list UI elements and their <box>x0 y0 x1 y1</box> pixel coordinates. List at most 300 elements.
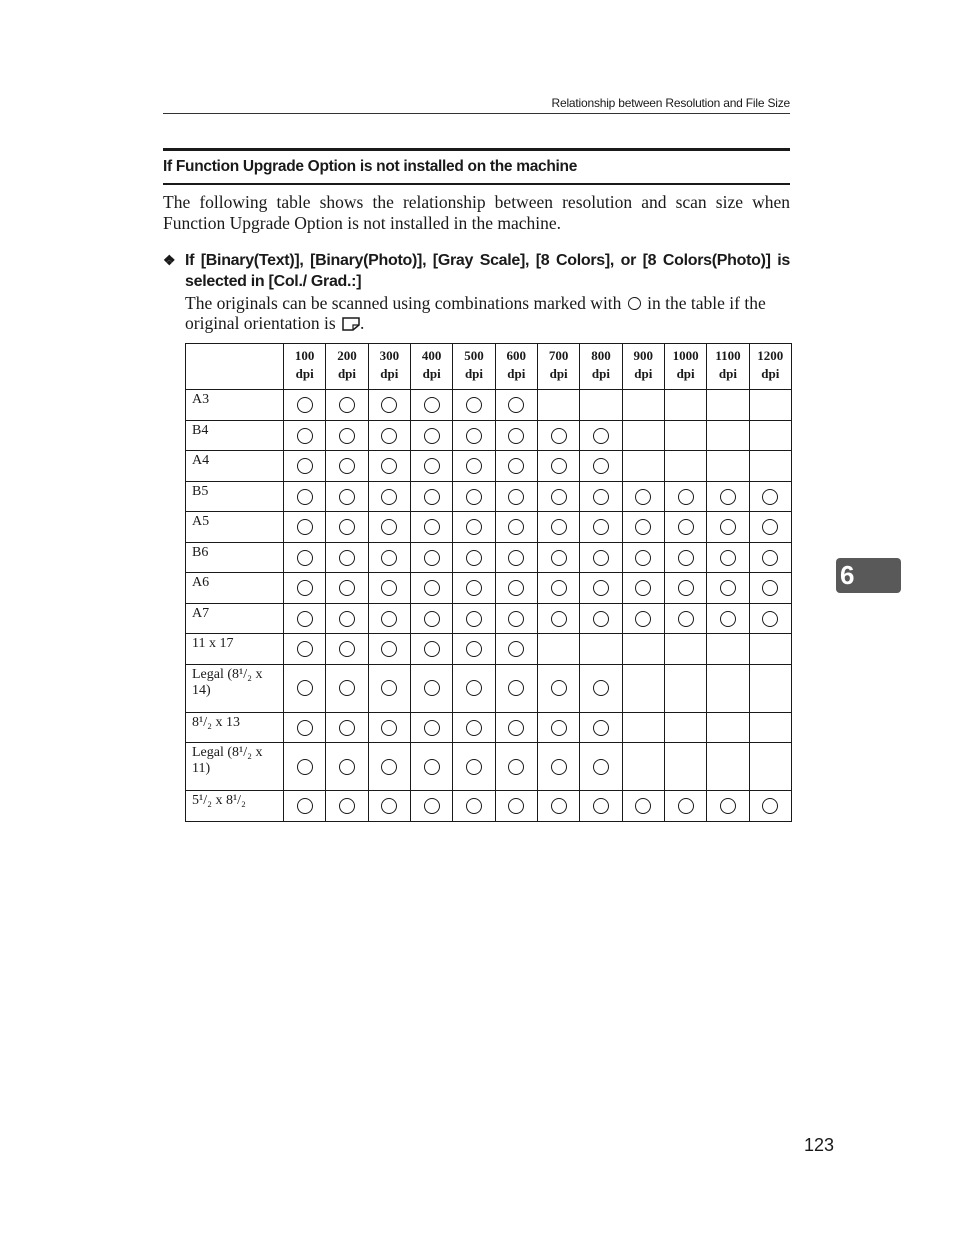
intro-paragraph: The following table shows the relationship between resolution and scan size when Function Upgrade Option is not installed in the machine. <box>163 192 790 233</box>
table-row <box>186 481 792 512</box>
supported-cell <box>537 743 579 791</box>
unsupported-cell <box>707 664 749 712</box>
page-number: 123 <box>803 1135 834 1155</box>
paper-size-label: 11 x 17 <box>186 634 284 665</box>
paper-size-label: B6 <box>186 542 284 573</box>
supported-cell <box>707 791 749 822</box>
supported-cell <box>622 603 664 634</box>
circle-mark-icon <box>635 611 651 627</box>
supported-cell <box>495 791 537 822</box>
circle-mark-icon <box>466 489 482 505</box>
supported-cell <box>495 664 537 712</box>
dpi-unit: dpi <box>422 366 441 381</box>
supported-cell <box>495 743 537 791</box>
circle-mark-icon <box>551 720 567 736</box>
supported-cell <box>749 481 791 512</box>
circle-mark-icon <box>762 580 778 596</box>
circle-mark-icon <box>551 489 567 505</box>
supported-cell <box>410 512 452 543</box>
circle-mark-icon <box>678 550 694 566</box>
unsupported-cell <box>707 451 749 482</box>
unsupported-cell <box>749 390 791 421</box>
supported-cell <box>453 634 495 665</box>
supported-cell <box>453 743 495 791</box>
dpi-unit: dpi <box>337 366 357 381</box>
dpi-value: 1200 <box>757 348 784 363</box>
supported-cell <box>368 634 410 665</box>
circle-mark-icon <box>593 428 609 444</box>
circle-mark-icon <box>551 550 567 566</box>
circle-mark-icon <box>762 611 778 627</box>
supported-cell <box>495 634 537 665</box>
circle-mark-icon <box>381 720 397 736</box>
supported-cell <box>410 712 452 743</box>
unsupported-cell <box>580 634 622 665</box>
circle-mark-icon <box>466 397 482 413</box>
circle-mark-icon <box>466 550 482 566</box>
circle-mark-icon <box>339 720 355 736</box>
supported-cell <box>622 481 664 512</box>
unsupported-cell <box>622 420 664 451</box>
supported-cell <box>410 542 452 573</box>
supported-cell <box>453 542 495 573</box>
circle-mark-icon <box>339 680 355 696</box>
circle-mark-icon <box>762 798 778 814</box>
circle-mark-icon <box>381 489 397 505</box>
circle-mark-icon <box>762 519 778 535</box>
chapter-tab: 6 <box>836 558 901 593</box>
diamond-bullet-icon: ❖ <box>163 252 176 268</box>
circle-mark-icon <box>720 519 736 535</box>
dpi-unit: dpi <box>295 366 314 381</box>
paper-size-label: B5 <box>186 481 284 512</box>
supported-cell <box>368 573 410 604</box>
dpi-column-header <box>580 344 622 390</box>
unsupported-cell <box>622 743 664 791</box>
unsupported-cell <box>707 390 749 421</box>
circle-mark-icon <box>424 641 440 657</box>
supported-cell <box>284 573 326 604</box>
unsupported-cell <box>749 420 791 451</box>
unsupported-cell <box>749 634 791 665</box>
circle-mark-icon <box>762 550 778 566</box>
dpi-unit: dpi <box>676 366 695 381</box>
circle-mark-icon <box>635 489 651 505</box>
circle-mark-icon <box>678 580 694 596</box>
unsupported-cell <box>664 451 706 482</box>
supported-cell <box>707 512 749 543</box>
circle-mark-icon <box>508 519 524 535</box>
circle-mark-icon <box>466 759 482 775</box>
table-row <box>186 512 792 543</box>
paper-size-label: Legal (8¹/₂ x 11) <box>186 743 284 791</box>
circle-mark-icon <box>508 580 524 596</box>
dpi-column-header <box>453 344 495 390</box>
circle-mark-icon <box>593 489 609 505</box>
circle-mark-icon <box>297 550 313 566</box>
unsupported-cell <box>664 712 706 743</box>
circle-mark-icon <box>551 759 567 775</box>
dpi-value: 700 <box>548 348 569 363</box>
circle-mark-icon <box>593 519 609 535</box>
dpi-value: 1100 <box>715 348 741 363</box>
table-row <box>186 743 792 791</box>
supported-cell <box>580 542 622 573</box>
circle-mark-icon <box>339 798 355 814</box>
unsupported-cell <box>622 712 664 743</box>
circle-mark-icon <box>381 428 397 444</box>
supported-cell <box>622 573 664 604</box>
circle-mark-icon <box>381 519 397 535</box>
supported-cell <box>664 603 706 634</box>
circle-mark-icon <box>381 798 397 814</box>
circle-mark-icon <box>508 550 524 566</box>
supported-cell <box>580 712 622 743</box>
supported-cell <box>580 603 622 634</box>
circle-mark-icon <box>466 580 482 596</box>
dpi-value: 800 <box>591 348 611 363</box>
circle-mark-icon <box>424 397 440 413</box>
circle-mark-icon <box>297 759 313 775</box>
supported-cell <box>410 573 452 604</box>
circle-mark-icon <box>466 428 482 444</box>
circle-mark-icon <box>297 458 313 474</box>
circle-mark-icon <box>381 580 397 596</box>
circle-mark-icon <box>593 580 609 596</box>
unsupported-cell <box>622 390 664 421</box>
supported-cell <box>326 743 368 791</box>
supported-cell <box>580 451 622 482</box>
supported-cell <box>537 542 579 573</box>
dpi-value: 1000 <box>672 348 699 363</box>
supported-cell <box>326 481 368 512</box>
supported-cell <box>410 743 452 791</box>
dpi-unit: dpi <box>718 366 737 381</box>
circle-mark-icon <box>762 489 778 505</box>
circle-mark-icon <box>551 580 567 596</box>
supported-cell <box>495 390 537 421</box>
circle-mark-icon <box>466 680 482 696</box>
supported-cell <box>664 573 706 604</box>
circle-mark-icon <box>466 611 482 627</box>
supported-cell <box>537 664 579 712</box>
supported-cell <box>284 451 326 482</box>
dpi-value: 500 <box>464 348 484 363</box>
circle-mark-icon <box>424 798 440 814</box>
supported-cell <box>410 420 452 451</box>
supported-cell <box>410 664 452 712</box>
supported-cell <box>410 603 452 634</box>
dpi-value: 200 <box>337 348 357 363</box>
supported-cell <box>580 664 622 712</box>
circle-mark-icon <box>551 798 567 814</box>
circle-mark-icon <box>339 759 355 775</box>
supported-cell <box>749 542 791 573</box>
unsupported-cell <box>707 743 749 791</box>
circle-mark-icon <box>339 641 355 657</box>
supported-cell <box>284 481 326 512</box>
dpi-column-header <box>495 344 537 390</box>
paper-size-label: Legal (8¹/₂ x 14) <box>186 664 284 712</box>
supported-cell <box>326 420 368 451</box>
supported-cell <box>664 791 706 822</box>
supported-cell <box>326 512 368 543</box>
circle-mark-icon <box>466 458 482 474</box>
circle-mark-icon <box>339 550 355 566</box>
circle-mark-icon <box>297 641 313 657</box>
supported-cell <box>749 573 791 604</box>
supported-cell <box>707 573 749 604</box>
landscape-orientation-icon <box>342 315 360 335</box>
supported-cell <box>368 603 410 634</box>
unsupported-cell <box>622 451 664 482</box>
supported-cell <box>580 573 622 604</box>
paper-size-label: A4 <box>186 451 284 482</box>
supported-cell <box>368 512 410 543</box>
dpi-column-header <box>537 344 579 390</box>
paper-size-label: A3 <box>186 390 284 421</box>
dpi-value: 900 <box>633 348 654 363</box>
supported-cell <box>749 512 791 543</box>
circle-mark-icon <box>635 519 651 535</box>
supported-cell <box>453 573 495 604</box>
supported-cell <box>495 603 537 634</box>
paper-size-label: A6 <box>186 573 284 604</box>
circle-mark-icon <box>551 428 567 444</box>
circle-mark-icon <box>551 519 567 535</box>
circle-mark-icon <box>424 519 440 535</box>
supported-cell <box>495 542 537 573</box>
circle-mark-icon <box>508 798 524 814</box>
circle-mark-icon <box>339 580 355 596</box>
circle-mark-icon <box>508 428 524 444</box>
supported-cell <box>580 743 622 791</box>
unsupported-cell <box>580 390 622 421</box>
paper-size-label: 5¹/₂ x 8¹/₂ <box>186 791 284 822</box>
supported-cell <box>537 603 579 634</box>
unsupported-cell <box>537 634 579 665</box>
unsupported-cell <box>664 634 706 665</box>
supported-cell <box>410 451 452 482</box>
dpi-value: 400 <box>421 348 442 363</box>
supported-cell <box>368 420 410 451</box>
dpi-unit: dpi <box>761 366 780 381</box>
circle-mark-icon <box>508 759 524 775</box>
supported-cell <box>453 603 495 634</box>
circle-mark-icon <box>466 641 482 657</box>
supported-cell <box>410 791 452 822</box>
dpi-column-header <box>749 344 791 390</box>
supported-cell <box>453 512 495 543</box>
circle-mark-icon <box>593 720 609 736</box>
supported-cell <box>495 420 537 451</box>
paper-size-label: A7 <box>186 603 284 634</box>
supported-cell <box>284 743 326 791</box>
table-row <box>186 712 792 743</box>
table-row <box>186 542 792 573</box>
circle-mark-icon <box>424 580 440 596</box>
circle-mark-icon <box>508 680 524 696</box>
paper-size-label: 8¹/₂ x 13 <box>186 712 284 743</box>
supported-cell <box>284 791 326 822</box>
circle-mark-icon <box>593 759 609 775</box>
circle-mark-icon <box>678 489 694 505</box>
table-row <box>186 603 792 634</box>
supported-cell <box>284 664 326 712</box>
circle-mark-icon <box>297 680 313 696</box>
supported-cell <box>368 664 410 712</box>
unsupported-cell <box>749 712 791 743</box>
supported-cell <box>326 634 368 665</box>
table-row <box>186 634 792 665</box>
dpi-unit: dpi <box>507 366 526 381</box>
supported-cell <box>326 390 368 421</box>
supported-cell <box>326 791 368 822</box>
circle-mark-icon <box>635 580 651 596</box>
unsupported-cell <box>749 664 791 712</box>
supported-cell <box>537 420 579 451</box>
circle-mark-icon <box>551 458 567 474</box>
circle-mark-icon <box>297 720 313 736</box>
circle-mark-icon <box>593 550 609 566</box>
unsupported-cell <box>707 420 749 451</box>
supported-cell <box>453 390 495 421</box>
circle-mark-icon <box>297 611 313 627</box>
circle-mark-icon <box>381 759 397 775</box>
supported-cell <box>326 712 368 743</box>
unsupported-cell <box>622 664 664 712</box>
supported-cell <box>284 712 326 743</box>
paper-size-label: B4 <box>186 420 284 451</box>
supported-cell <box>368 451 410 482</box>
unsupported-cell <box>664 390 706 421</box>
table-row <box>186 791 792 822</box>
circle-mark-icon <box>593 798 609 814</box>
circle-mark-icon <box>424 720 440 736</box>
circle-mark-icon <box>508 641 524 657</box>
supported-cell <box>749 603 791 634</box>
unsupported-cell <box>622 634 664 665</box>
circle-mark-icon <box>593 680 609 696</box>
dpi-unit: dpi <box>591 366 610 381</box>
supported-cell <box>537 573 579 604</box>
supported-cell <box>453 481 495 512</box>
note-text-start: The originals can be scanned using combinations marked with <box>185 293 622 313</box>
supported-cell <box>537 712 579 743</box>
note-paragraph <box>185 293 790 335</box>
corner-cell <box>186 344 284 390</box>
circle-mark-icon <box>297 428 313 444</box>
supported-cell <box>453 664 495 712</box>
circle-mark-icon <box>339 428 355 444</box>
supported-cell <box>707 481 749 512</box>
circle-mark-icon <box>551 611 567 627</box>
supported-cell <box>410 390 452 421</box>
section-title: If Function Upgrade Option is not installed on the machine <box>163 148 790 185</box>
circle-mark-icon <box>720 489 736 505</box>
supported-cell <box>495 451 537 482</box>
circle-mark-icon <box>508 458 524 474</box>
supported-cell <box>284 634 326 665</box>
dpi-column-header <box>707 344 749 390</box>
circle-mark-icon <box>466 798 482 814</box>
supported-cell <box>749 791 791 822</box>
circle-mark-icon <box>381 680 397 696</box>
dpi-column-header <box>664 344 706 390</box>
supported-cell <box>410 481 452 512</box>
supported-cell <box>368 743 410 791</box>
dpi-column-header <box>284 344 326 390</box>
dpi-value: 300 <box>379 348 400 363</box>
circle-mark-icon <box>593 458 609 474</box>
supported-cell <box>368 390 410 421</box>
circle-mark-icon <box>339 611 355 627</box>
circle-mark-icon <box>381 458 397 474</box>
supported-cell <box>326 603 368 634</box>
circle-mark-icon <box>381 397 397 413</box>
circle-mark-icon <box>678 798 694 814</box>
dpi-column-header <box>326 344 368 390</box>
supported-cell <box>580 512 622 543</box>
circle-mark-icon <box>424 489 440 505</box>
circle-mark-icon <box>297 489 313 505</box>
circle-mark-icon <box>297 580 313 596</box>
circle-mark-icon <box>424 611 440 627</box>
circle-mark-icon <box>339 489 355 505</box>
unsupported-cell <box>664 420 706 451</box>
circle-mark-icon <box>508 489 524 505</box>
supported-cell <box>580 481 622 512</box>
circle-mark-icon <box>720 798 736 814</box>
supported-cell <box>537 451 579 482</box>
unsupported-cell <box>537 390 579 421</box>
circle-mark-icon <box>339 397 355 413</box>
supported-cell <box>284 390 326 421</box>
dpi-column-header <box>410 344 452 390</box>
circle-mark-icon <box>720 550 736 566</box>
dpi-value: 100 <box>294 348 315 363</box>
supported-cell <box>326 573 368 604</box>
circle-mark-icon <box>424 759 440 775</box>
circle-mark-icon <box>508 397 524 413</box>
supported-cell <box>622 791 664 822</box>
supported-cell <box>453 420 495 451</box>
subsection-title: If [Binary(Text)], [Binary(Photo)], [Gray Scale], [8 Colors], or [8 Colors(Photo)] is selected in [Col./ Grad.:] <box>185 252 790 290</box>
note-text-end: . <box>360 313 365 333</box>
circle-mark-icon <box>381 550 397 566</box>
circle-mark-icon <box>297 397 313 413</box>
circle-mark-icon <box>339 458 355 474</box>
unsupported-cell <box>749 451 791 482</box>
supported-cell <box>284 603 326 634</box>
dpi-unit: dpi <box>464 366 484 381</box>
supported-cell <box>453 712 495 743</box>
circle-mark-icon <box>466 720 482 736</box>
circle-mark-icon <box>424 680 440 696</box>
supported-cell <box>580 791 622 822</box>
supported-cell <box>622 542 664 573</box>
supported-cell <box>368 542 410 573</box>
circle-mark-icon <box>381 641 397 657</box>
table-row <box>186 664 792 712</box>
dpi-column-header <box>368 344 410 390</box>
supported-cell <box>664 512 706 543</box>
supported-cell <box>707 603 749 634</box>
circle-mark-icon <box>635 798 651 814</box>
supported-cell <box>284 542 326 573</box>
supported-cell <box>707 542 749 573</box>
table-row <box>186 451 792 482</box>
